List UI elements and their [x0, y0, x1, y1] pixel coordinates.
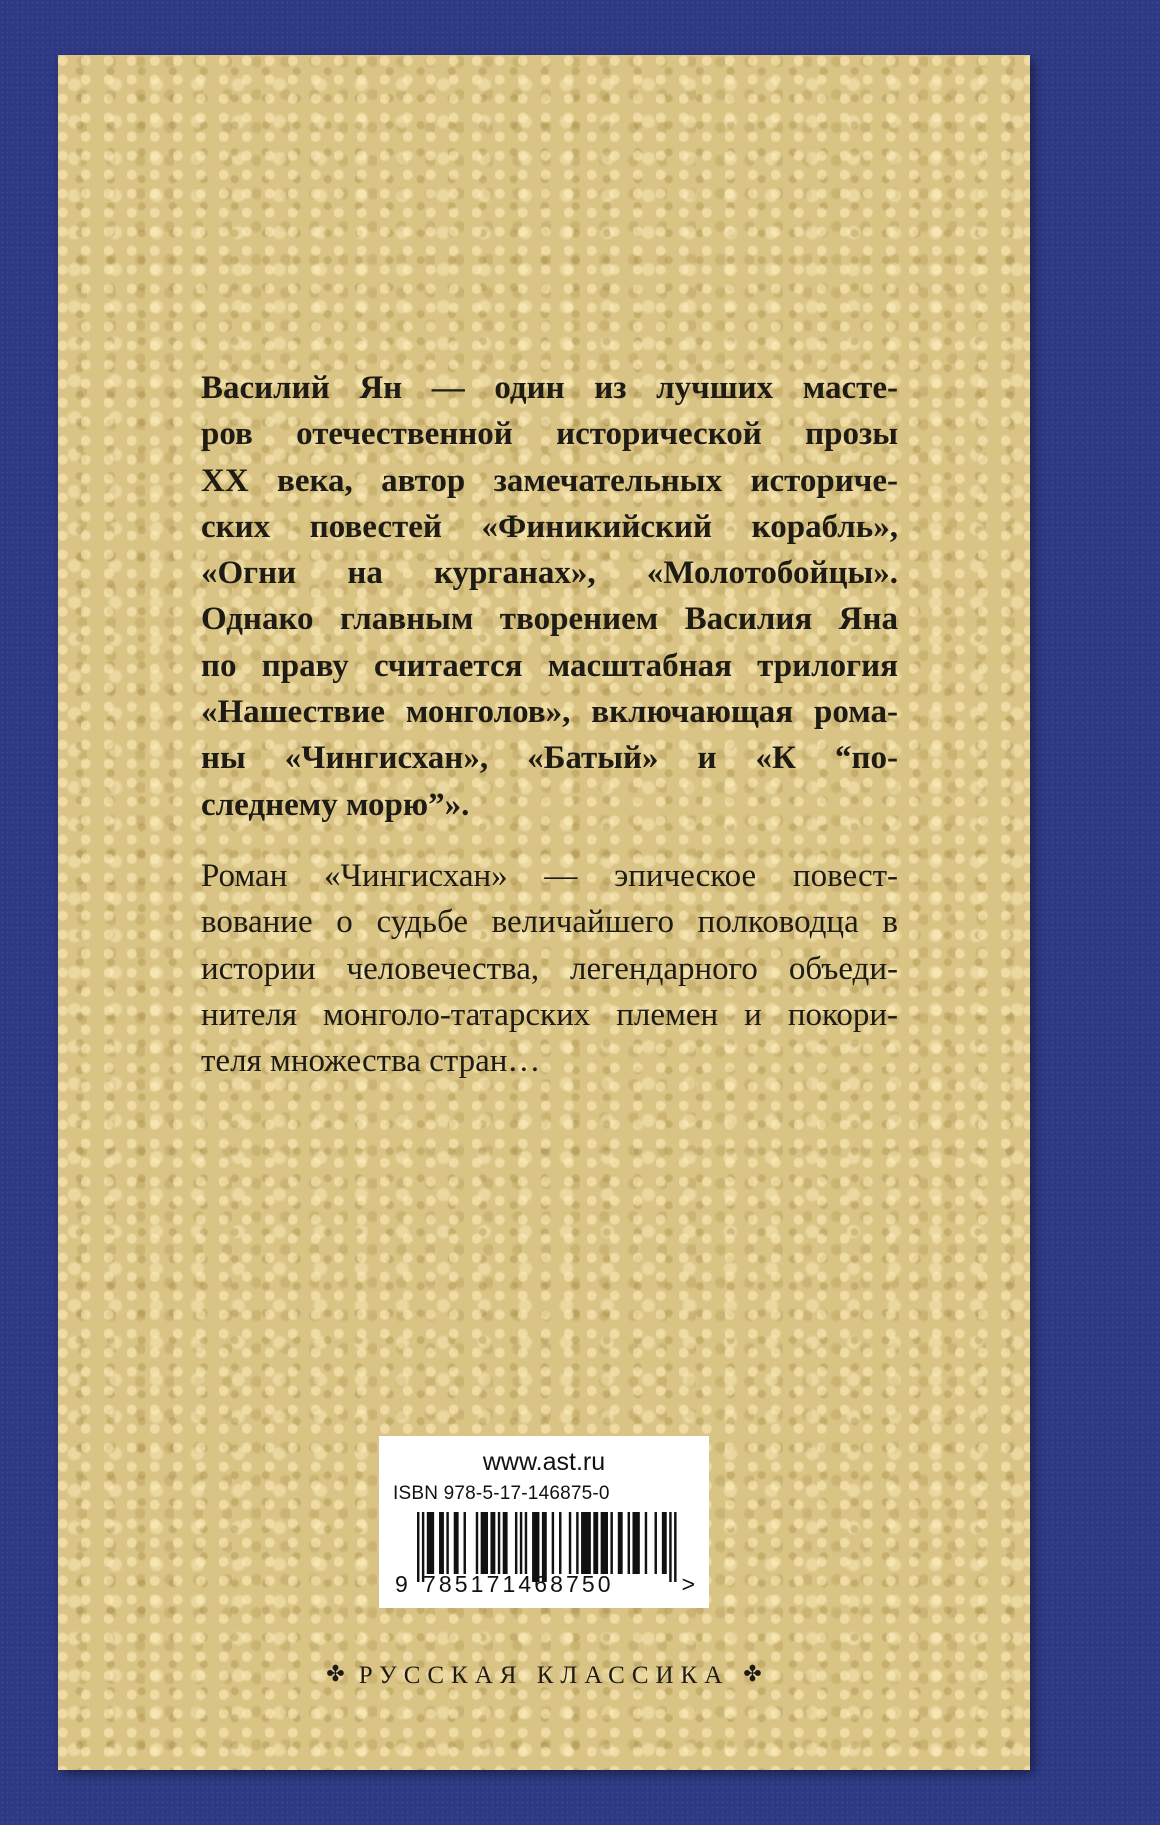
- text-line: ских повестей «Финикийский корабль»,: [201, 508, 898, 545]
- text-line: ров отечественной исторической прозы: [201, 416, 898, 453]
- barcode-first-digit: 9: [395, 1571, 408, 1597]
- website-url: www.ast.ru: [482, 1448, 606, 1476]
- barcode-bar: [481, 1512, 488, 1574]
- barcode-bar: [515, 1512, 517, 1574]
- text-line: нителя монголо-татарских племен и покори-: [201, 996, 898, 1033]
- barcode-bar: [645, 1512, 647, 1574]
- text-line: XX века, автор замечательных историче-: [201, 462, 898, 499]
- barcode-bar: [464, 1512, 466, 1574]
- annotation-paragraph-1: [201, 365, 898, 828]
- barcode-bar: [552, 1512, 554, 1574]
- barcode-bar: [569, 1512, 571, 1574]
- ornament-left-icon: ✤: [326, 1661, 345, 1686]
- text-line: следнему морю”».: [201, 786, 470, 823]
- text-line: по праву считается масштабная трилогия: [201, 647, 898, 684]
- barcode-bar: [618, 1512, 623, 1574]
- barcode-bar: [581, 1512, 591, 1574]
- barcode-bar: [576, 1512, 578, 1574]
- barcode-bar: [446, 1512, 448, 1574]
- barcode-bar: [601, 1512, 608, 1574]
- barcode-bar: [490, 1512, 495, 1574]
- barcode-bar: [559, 1512, 561, 1574]
- barcode-bar: [476, 1512, 478, 1574]
- text-line: истории человечества, легендарного объеди-: [201, 950, 898, 987]
- barcode-bar: [662, 1512, 667, 1574]
- barcode-bar: [628, 1512, 630, 1574]
- barcode-bar: [498, 1512, 500, 1574]
- text-line: теля множества стран…: [201, 1043, 541, 1080]
- barcode-bar: [632, 1512, 639, 1574]
- isbn-number: ISBN 978-5-17-146875-0: [393, 1483, 610, 1504]
- ornament-right-icon: ✤: [743, 1661, 762, 1686]
- series-name: РУССКАЯ КЛАССИКА: [358, 1662, 730, 1689]
- back-cover-panel: [58, 55, 1030, 1770]
- barcode-bar: [669, 1512, 671, 1582]
- barcode-digit-groups: 785171468750: [423, 1571, 614, 1597]
- barcode-bar: [593, 1512, 598, 1574]
- barcode-label: [379, 1436, 709, 1608]
- text-line: Однако главным творением Василия Яна: [201, 601, 898, 638]
- barcode-bar: [610, 1512, 612, 1574]
- barcode-bar: [674, 1512, 676, 1582]
- barcode-bar: [520, 1512, 522, 1574]
- barcode-bar: [454, 1512, 459, 1574]
- barcode-bar: [503, 1512, 508, 1574]
- barcode-arrow: >: [681, 1571, 695, 1597]
- barcode-bar: [655, 1512, 657, 1574]
- text-line: Роман «Чингисхан» — эпическое повест-: [201, 858, 898, 894]
- series-title: [58, 1661, 1030, 1690]
- barcode-bar: [525, 1512, 527, 1574]
- text-line: ны «Чингисхан», «Батый» и «К “по-: [201, 740, 898, 777]
- annotation-paragraph-2: [201, 853, 898, 1084]
- text-line: Василий Ян — один из лучших масте-: [201, 370, 898, 406]
- text-line: «Нашествие монголов», включающая рома-: [201, 694, 898, 731]
- barcode-bar: [417, 1512, 419, 1582]
- text-line: «Огни на курганах», «Молотобойцы».: [201, 555, 898, 592]
- barcode-bar: [427, 1512, 434, 1574]
- text-line: вование о судьбе величайшего полководца в: [201, 904, 898, 941]
- barcode-bar: [439, 1512, 444, 1574]
